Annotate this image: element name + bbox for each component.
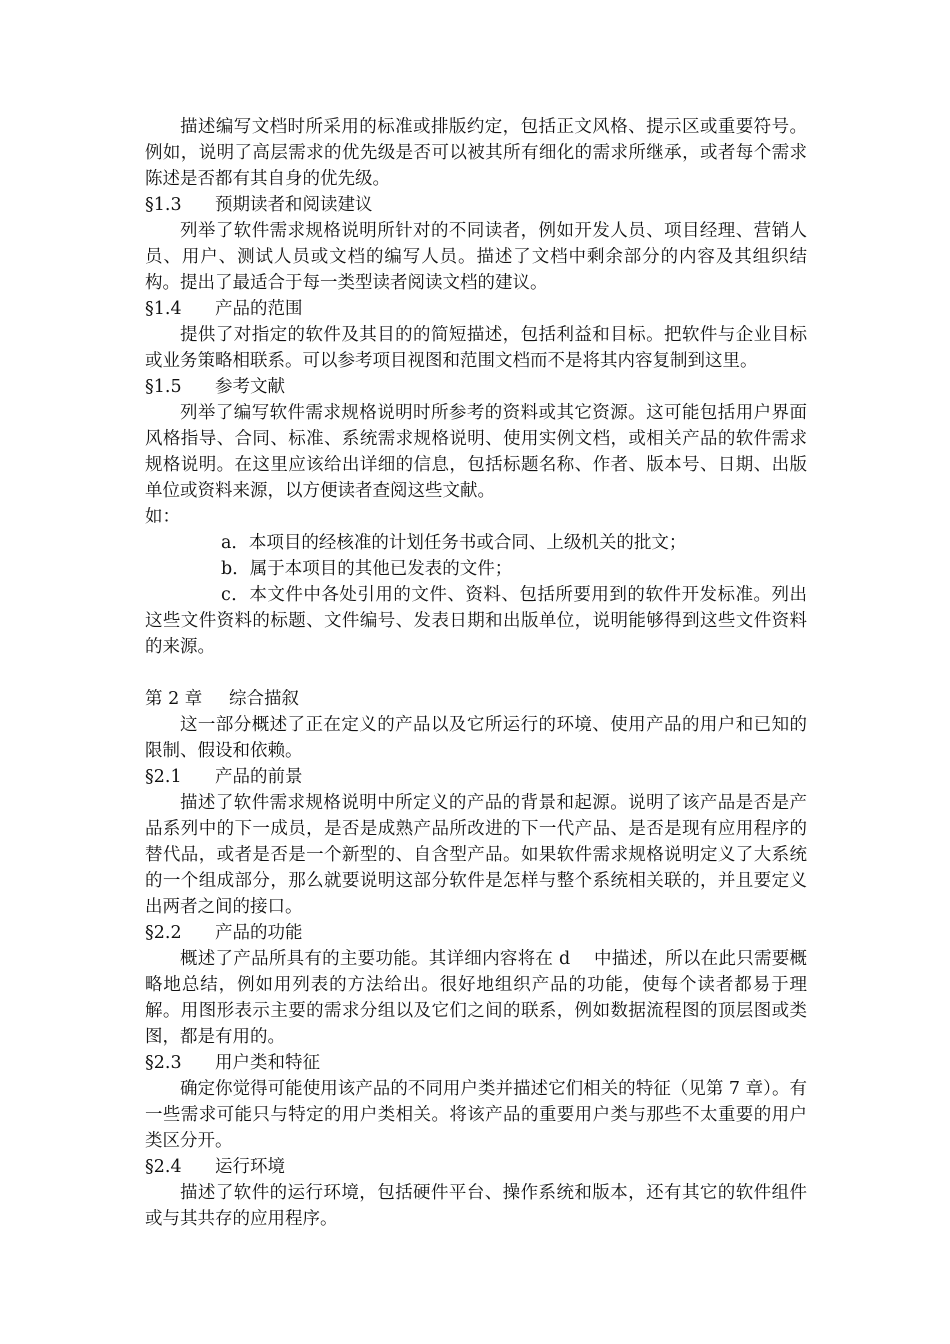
section-number: §2.3: [145, 1053, 182, 1073]
section-title: 运行环境: [215, 1157, 285, 1177]
section-1-4-heading: [145, 296, 807, 322]
paragraph-example-label: 如：: [145, 507, 180, 527]
paragraph-product-perspective: 描述了软件需求规格说明中所定义的产品的背景和起源。说明了该产品是否是产品系列中的下一成员，是否是成熟产品所改进的下一代产品、是否是现有应用程序的替代品，或者是否是一个新型的、自含型产品。如果软件需求规格说明定义了大系统的一个组成部分，那么就要说明这部分软件是怎样与整个系统相关联的，并且要定义出两者之间的接口。: [145, 793, 807, 917]
document-body: [145, 114, 807, 1232]
section-title: 预期读者和阅读建议: [215, 195, 373, 215]
section-number: §2.2: [145, 923, 182, 943]
section-2-1-heading: [145, 764, 807, 790]
paragraph-references: 列举了编写软件需求规格说明时所参考的资料或其它资源。这可能包括用户界面风格指导、合同、标准、系统需求规格说明、使用实例文档，或相关产品的软件需求规格说明。在这里应该给出详细的信息，包括标题名称、作者、版本号、日期、出版单位或资料来源，以方便读者查阅这些文献。: [145, 403, 807, 501]
section-1-5-heading: [145, 374, 807, 400]
section-1-3-heading: [145, 192, 807, 218]
list-item-b: b．属于本项目的其他已发表的文件；: [221, 559, 513, 579]
section-title: 产品的功能: [215, 923, 303, 943]
paragraph-user-classes: 确定你觉得可能使用该产品的不同用户类并描述它们相关的特征（见第 7 章）。有一些需求可能只与特定的用户类相关。将该产品的重要用户类与那些不太重要的用户类区分开。: [145, 1079, 807, 1151]
section-title: 参考文献: [215, 377, 285, 397]
spacer: [145, 660, 807, 686]
section-title: 产品的前景: [215, 767, 303, 787]
chapter-2-heading: [145, 686, 807, 712]
list-item-c: c．本文件中各处引用的文件、资料、包括所要用到的软件开发标准。列出这些文件资料的标题、文件编号、发表日期和出版单位，说明能够得到这些文件资料的来源。: [145, 585, 807, 657]
paragraph-overview: 这一部分概述了正在定义的产品以及它所运行的环境、使用产品的用户和已知的限制、假设和依赖。: [145, 715, 807, 761]
chapter-number: 第 2 章: [145, 689, 203, 709]
paragraph-scope: 提供了对指定的软件及其目的的简短描述，包括利益和目标。把软件与企业目标或业务策略相联系。可以参考项目视图和范围文档而不是将其内容复制到这里。: [145, 325, 807, 371]
paragraph-readers: 列举了软件需求规格说明所针对的不同读者，例如开发人员、项目经理、营销人员、用户、测试人员或文档的编写人员。描述了文档中剩余部分的内容及其组织结构。提出了最适合于每一类型读者阅读文档的建议。: [145, 221, 807, 293]
section-2-3-heading: [145, 1050, 807, 1076]
section-number: §1.3: [145, 195, 182, 215]
chapter-title: 综合描叙: [229, 689, 299, 709]
paragraph-conventions: 描述编写文档时所采用的标准或排版约定，包括正文风格、提示区或重要符号。例如，说明了高层需求的优先级是否可以被其所有细化的需求所继承，或者每个需求陈述是否都有其自身的优先级。: [145, 117, 807, 189]
section-2-4-heading: [145, 1154, 807, 1180]
paragraph-product-functions: 概述了产品所具有的主要功能。其详细内容将在 d 中描述，所以在此只需要概略地总结，例如用列表的方法给出。很好地组织产品的功能，使每个读者都易于理解。用图形表示主要的需求分组以及它们之间的联系，例如数据流程图的顶层图或类图，都是有用的。: [145, 949, 807, 1047]
list-item-a: a．本项目的经核准的计划任务书或合同、上级机关的批文；: [221, 533, 687, 553]
paragraph-operating-environment: 描述了软件的运行环境，包括硬件平台、操作系统和版本，还有其它的软件组件或与其共存的应用程序。: [145, 1183, 807, 1229]
section-title: 产品的范围: [215, 299, 303, 319]
section-number: §1.4: [145, 299, 182, 319]
section-number: §2.1: [145, 767, 182, 787]
section-number: §1.5: [145, 377, 182, 397]
section-title: 用户类和特征: [215, 1053, 320, 1073]
section-number: §2.4: [145, 1157, 182, 1177]
section-2-2-heading: [145, 920, 807, 946]
